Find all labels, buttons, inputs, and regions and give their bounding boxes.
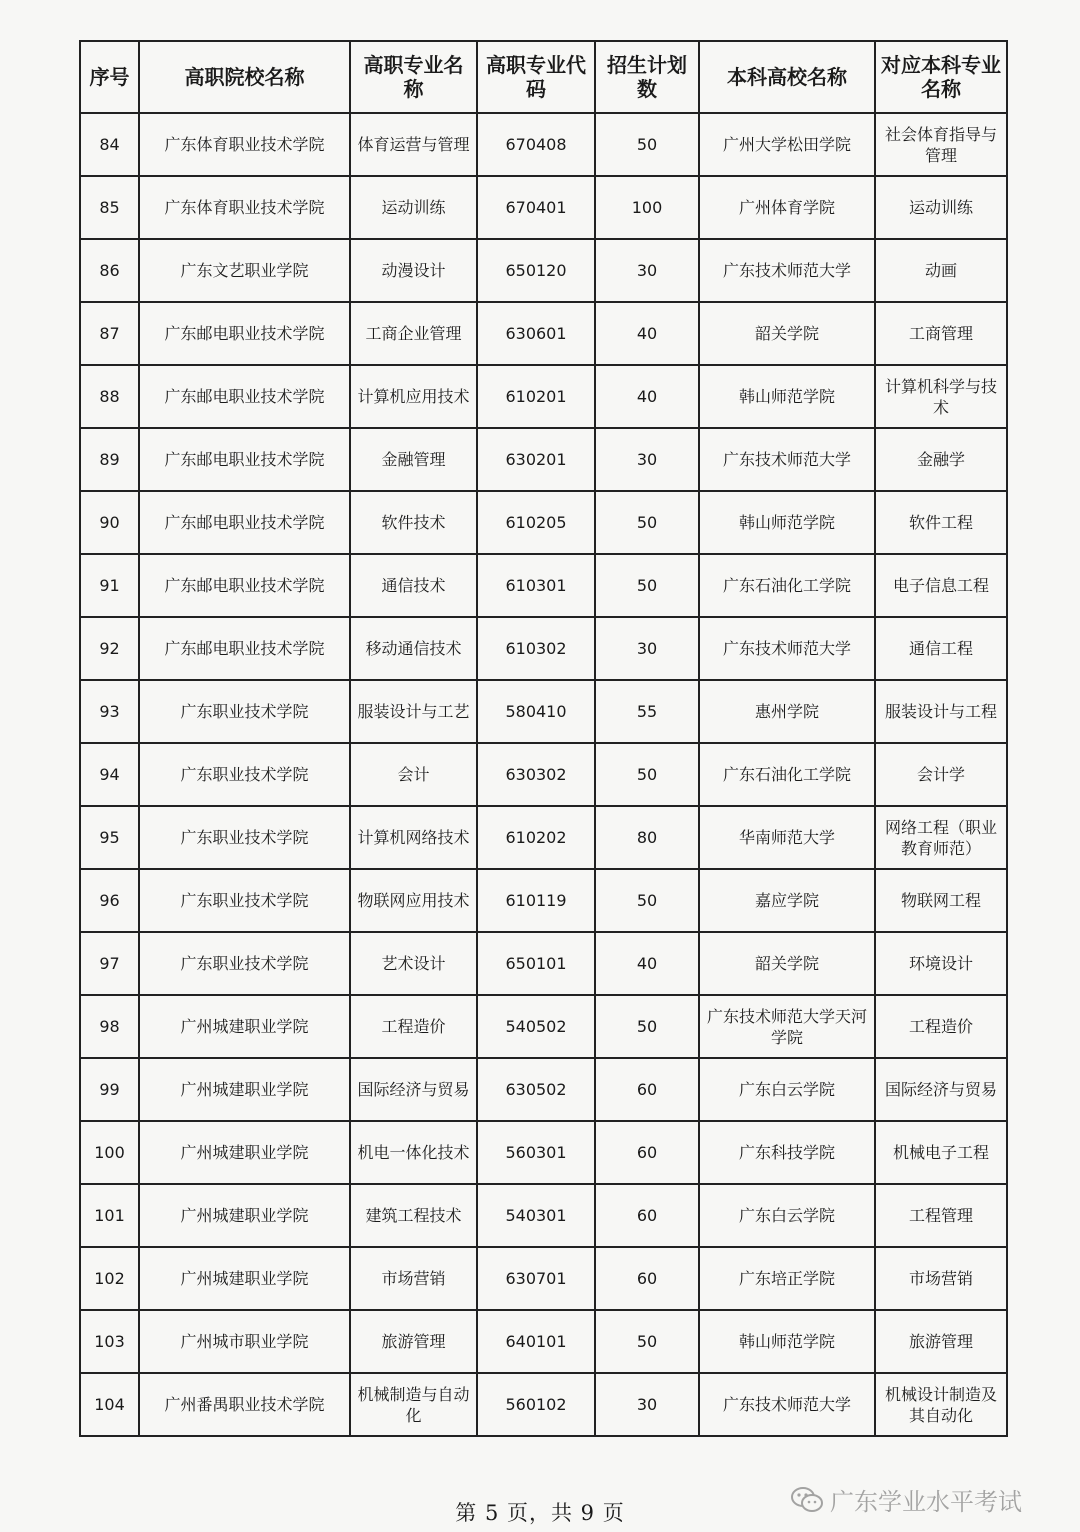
header-enrollment-quota: 招生计划数 [595, 41, 699, 113]
cell-major-code: 630701 [477, 1247, 595, 1310]
table-row [80, 1121, 1007, 1184]
watermark [790, 1482, 1022, 1517]
cell-vocational-college: 广东体育职业技术学院 [139, 113, 350, 176]
table-row [80, 554, 1007, 617]
cell-vocational-college: 广东邮电职业技术学院 [139, 617, 350, 680]
cell-index: 85 [80, 176, 139, 239]
cell-vocational-major: 机械制造与自动化 [350, 1373, 477, 1436]
cell-enrollment-quota: 30 [595, 1373, 699, 1436]
cell-enrollment-quota: 40 [595, 932, 699, 995]
cell-vocational-major: 旅游管理 [350, 1310, 477, 1373]
cell-index: 101 [80, 1184, 139, 1247]
cell-vocational-college: 广州城建职业学院 [139, 1247, 350, 1310]
cell-vocational-college: 广州城市职业学院 [139, 1310, 350, 1373]
cell-major-code: 630201 [477, 428, 595, 491]
cell-major-code: 640101 [477, 1310, 595, 1373]
cell-vocational-major: 运动训练 [350, 176, 477, 239]
cell-index: 89 [80, 428, 139, 491]
page-number-footer: 第 5 页，共 9 页 [455, 1501, 625, 1525]
header-undergraduate-college: 本科高校名称 [699, 41, 875, 113]
cell-enrollment-quota: 50 [595, 995, 699, 1058]
cell-index: 98 [80, 995, 139, 1058]
table-row [80, 1373, 1007, 1436]
cell-undergraduate-major: 通信工程 [875, 617, 1007, 680]
cell-undergraduate-college: 广州大学松田学院 [699, 113, 875, 176]
table-row [80, 1247, 1007, 1310]
cell-index: 95 [80, 806, 139, 869]
watermark-text: 广东学业水平考试 [830, 1488, 1022, 1516]
cell-major-code: 610119 [477, 869, 595, 932]
cell-undergraduate-major: 电子信息工程 [875, 554, 1007, 617]
table-row [80, 239, 1007, 302]
cell-vocational-college: 广州城建职业学院 [139, 1121, 350, 1184]
table-body [80, 113, 1007, 1436]
cell-undergraduate-college: 韩山师范学院 [699, 491, 875, 554]
cell-undergraduate-major: 国际经济与贸易 [875, 1058, 1007, 1121]
header-vocational-major: 高职专业名称 [350, 41, 477, 113]
cell-vocational-major: 软件技术 [350, 491, 477, 554]
cell-undergraduate-college: 广东技术师范大学天河学院 [699, 995, 875, 1058]
cell-vocational-major: 计算机应用技术 [350, 365, 477, 428]
cell-undergraduate-college: 韩山师范学院 [699, 365, 875, 428]
cell-vocational-major: 工商企业管理 [350, 302, 477, 365]
cell-index: 91 [80, 554, 139, 617]
cell-vocational-college: 广东职业技术学院 [139, 680, 350, 743]
cell-major-code: 630601 [477, 302, 595, 365]
cell-undergraduate-college: 惠州学院 [699, 680, 875, 743]
cell-enrollment-quota: 60 [595, 1058, 699, 1121]
cell-enrollment-quota: 30 [595, 239, 699, 302]
cell-vocational-college: 广东职业技术学院 [139, 806, 350, 869]
cell-major-code: 610302 [477, 617, 595, 680]
cell-vocational-major: 体育运营与管理 [350, 113, 477, 176]
header-major-code: 高职专业代码 [477, 41, 595, 113]
cell-index: 93 [80, 680, 139, 743]
cell-vocational-major: 动漫设计 [350, 239, 477, 302]
cell-undergraduate-major: 动画 [875, 239, 1007, 302]
cell-undergraduate-major: 工商管理 [875, 302, 1007, 365]
enrollment-plan-table [79, 40, 1008, 1437]
cell-vocational-college: 广东邮电职业技术学院 [139, 365, 350, 428]
cell-major-code: 610301 [477, 554, 595, 617]
cell-undergraduate-college: 广东石油化工学院 [699, 554, 875, 617]
cell-major-code: 540301 [477, 1184, 595, 1247]
cell-enrollment-quota: 80 [595, 806, 699, 869]
cell-undergraduate-major: 机械电子工程 [875, 1121, 1007, 1184]
cell-undergraduate-college: 嘉应学院 [699, 869, 875, 932]
cell-vocational-college: 广东文艺职业学院 [139, 239, 350, 302]
cell-undergraduate-major: 网络工程（职业教育师范） [875, 806, 1007, 869]
cell-vocational-major: 艺术设计 [350, 932, 477, 995]
cell-enrollment-quota: 60 [595, 1184, 699, 1247]
cell-enrollment-quota: 50 [595, 743, 699, 806]
table-row [80, 1310, 1007, 1373]
cell-enrollment-quota: 40 [595, 302, 699, 365]
cell-undergraduate-major: 计算机科学与技术 [875, 365, 1007, 428]
cell-vocational-major: 通信技术 [350, 554, 477, 617]
table-row [80, 869, 1007, 932]
cell-undergraduate-major: 社会体育指导与管理 [875, 113, 1007, 176]
cell-index: 100 [80, 1121, 139, 1184]
cell-enrollment-quota: 60 [595, 1121, 699, 1184]
cell-undergraduate-college: 广州体育学院 [699, 176, 875, 239]
table-row [80, 491, 1007, 554]
cell-enrollment-quota: 30 [595, 617, 699, 680]
cell-vocational-major: 金融管理 [350, 428, 477, 491]
cell-index: 90 [80, 491, 139, 554]
table-row [80, 1184, 1007, 1247]
cell-undergraduate-college: 华南师范大学 [699, 806, 875, 869]
cell-vocational-major: 机电一体化技术 [350, 1121, 477, 1184]
cell-vocational-college: 广州城建职业学院 [139, 995, 350, 1058]
table-row [80, 302, 1007, 365]
table-row [80, 680, 1007, 743]
cell-major-code: 650101 [477, 932, 595, 995]
table-row [80, 113, 1007, 176]
cell-index: 88 [80, 365, 139, 428]
cell-undergraduate-college: 广东技术师范大学 [699, 617, 875, 680]
cell-enrollment-quota: 30 [595, 428, 699, 491]
cell-vocational-college: 广东职业技术学院 [139, 932, 350, 995]
cell-index: 103 [80, 1310, 139, 1373]
cell-major-code: 610202 [477, 806, 595, 869]
table-row [80, 806, 1007, 869]
wechat-icon [790, 1485, 824, 1515]
cell-vocational-college: 广东职业技术学院 [139, 743, 350, 806]
cell-undergraduate-college: 韶关学院 [699, 932, 875, 995]
cell-undergraduate-major: 机械设计制造及其自动化 [875, 1373, 1007, 1436]
cell-undergraduate-major: 工程造价 [875, 995, 1007, 1058]
cell-index: 99 [80, 1058, 139, 1121]
cell-vocational-college: 广东职业技术学院 [139, 869, 350, 932]
table-row [80, 617, 1007, 680]
cell-index: 94 [80, 743, 139, 806]
header-vocational-college: 高职院校名称 [139, 41, 350, 113]
cell-index: 102 [80, 1247, 139, 1310]
cell-major-code: 630502 [477, 1058, 595, 1121]
cell-undergraduate-major: 工程管理 [875, 1184, 1007, 1247]
table-header-row [80, 41, 1007, 113]
cell-vocational-major: 服装设计与工艺 [350, 680, 477, 743]
cell-enrollment-quota: 50 [595, 869, 699, 932]
cell-vocational-major: 计算机网络技术 [350, 806, 477, 869]
cell-undergraduate-major: 旅游管理 [875, 1310, 1007, 1373]
cell-vocational-major: 工程造价 [350, 995, 477, 1058]
cell-enrollment-quota: 50 [595, 1310, 699, 1373]
cell-undergraduate-major: 服装设计与工程 [875, 680, 1007, 743]
table-row [80, 995, 1007, 1058]
table-row [80, 365, 1007, 428]
cell-vocational-college: 广州城建职业学院 [139, 1184, 350, 1247]
cell-major-code: 580410 [477, 680, 595, 743]
cell-vocational-major: 移动通信技术 [350, 617, 477, 680]
cell-undergraduate-college: 广东技术师范大学 [699, 239, 875, 302]
cell-undergraduate-major: 物联网工程 [875, 869, 1007, 932]
cell-enrollment-quota: 50 [595, 491, 699, 554]
cell-index: 97 [80, 932, 139, 995]
cell-major-code: 610201 [477, 365, 595, 428]
cell-index: 92 [80, 617, 139, 680]
table-row [80, 428, 1007, 491]
table-row [80, 176, 1007, 239]
cell-index: 84 [80, 113, 139, 176]
cell-vocational-major: 市场营销 [350, 1247, 477, 1310]
cell-undergraduate-major: 金融学 [875, 428, 1007, 491]
cell-major-code: 610205 [477, 491, 595, 554]
cell-vocational-major: 建筑工程技术 [350, 1184, 477, 1247]
cell-vocational-college: 广东邮电职业技术学院 [139, 302, 350, 365]
cell-undergraduate-college: 广东科技学院 [699, 1121, 875, 1184]
cell-vocational-college: 广东邮电职业技术学院 [139, 491, 350, 554]
cell-major-code: 650120 [477, 239, 595, 302]
cell-undergraduate-major: 市场营销 [875, 1247, 1007, 1310]
cell-enrollment-quota: 55 [595, 680, 699, 743]
header-index: 序号 [80, 41, 139, 113]
cell-undergraduate-college: 广东白云学院 [699, 1058, 875, 1121]
cell-vocational-major: 国际经济与贸易 [350, 1058, 477, 1121]
cell-undergraduate-college: 广东白云学院 [699, 1184, 875, 1247]
cell-major-code: 560102 [477, 1373, 595, 1436]
cell-vocational-college: 广州城建职业学院 [139, 1058, 350, 1121]
cell-undergraduate-college: 广东技术师范大学 [699, 428, 875, 491]
table-row [80, 1058, 1007, 1121]
cell-major-code: 540502 [477, 995, 595, 1058]
cell-vocational-college: 广东体育职业技术学院 [139, 176, 350, 239]
cell-undergraduate-college: 广东技术师范大学 [699, 1373, 875, 1436]
cell-major-code: 670401 [477, 176, 595, 239]
cell-enrollment-quota: 100 [595, 176, 699, 239]
cell-enrollment-quota: 50 [595, 554, 699, 617]
cell-undergraduate-college: 广东石油化工学院 [699, 743, 875, 806]
header-undergraduate-major: 对应本科专业名称 [875, 41, 1007, 113]
cell-undergraduate-college: 韶关学院 [699, 302, 875, 365]
cell-major-code: 560301 [477, 1121, 595, 1184]
cell-vocational-college: 广州番禺职业技术学院 [139, 1373, 350, 1436]
cell-index: 104 [80, 1373, 139, 1436]
cell-vocational-college: 广东邮电职业技术学院 [139, 554, 350, 617]
cell-index: 86 [80, 239, 139, 302]
cell-index: 96 [80, 869, 139, 932]
cell-index: 87 [80, 302, 139, 365]
cell-vocational-major: 物联网应用技术 [350, 869, 477, 932]
table-row [80, 743, 1007, 806]
cell-undergraduate-major: 运动训练 [875, 176, 1007, 239]
cell-major-code: 630302 [477, 743, 595, 806]
cell-enrollment-quota: 60 [595, 1247, 699, 1310]
cell-major-code: 670408 [477, 113, 595, 176]
cell-enrollment-quota: 50 [595, 113, 699, 176]
cell-vocational-college: 广东邮电职业技术学院 [139, 428, 350, 491]
cell-vocational-major: 会计 [350, 743, 477, 806]
cell-undergraduate-major: 会计学 [875, 743, 1007, 806]
cell-undergraduate-major: 环境设计 [875, 932, 1007, 995]
cell-enrollment-quota: 40 [595, 365, 699, 428]
table-row [80, 932, 1007, 995]
cell-undergraduate-major: 软件工程 [875, 491, 1007, 554]
cell-undergraduate-college: 韩山师范学院 [699, 1310, 875, 1373]
cell-undergraduate-college: 广东培正学院 [699, 1247, 875, 1310]
